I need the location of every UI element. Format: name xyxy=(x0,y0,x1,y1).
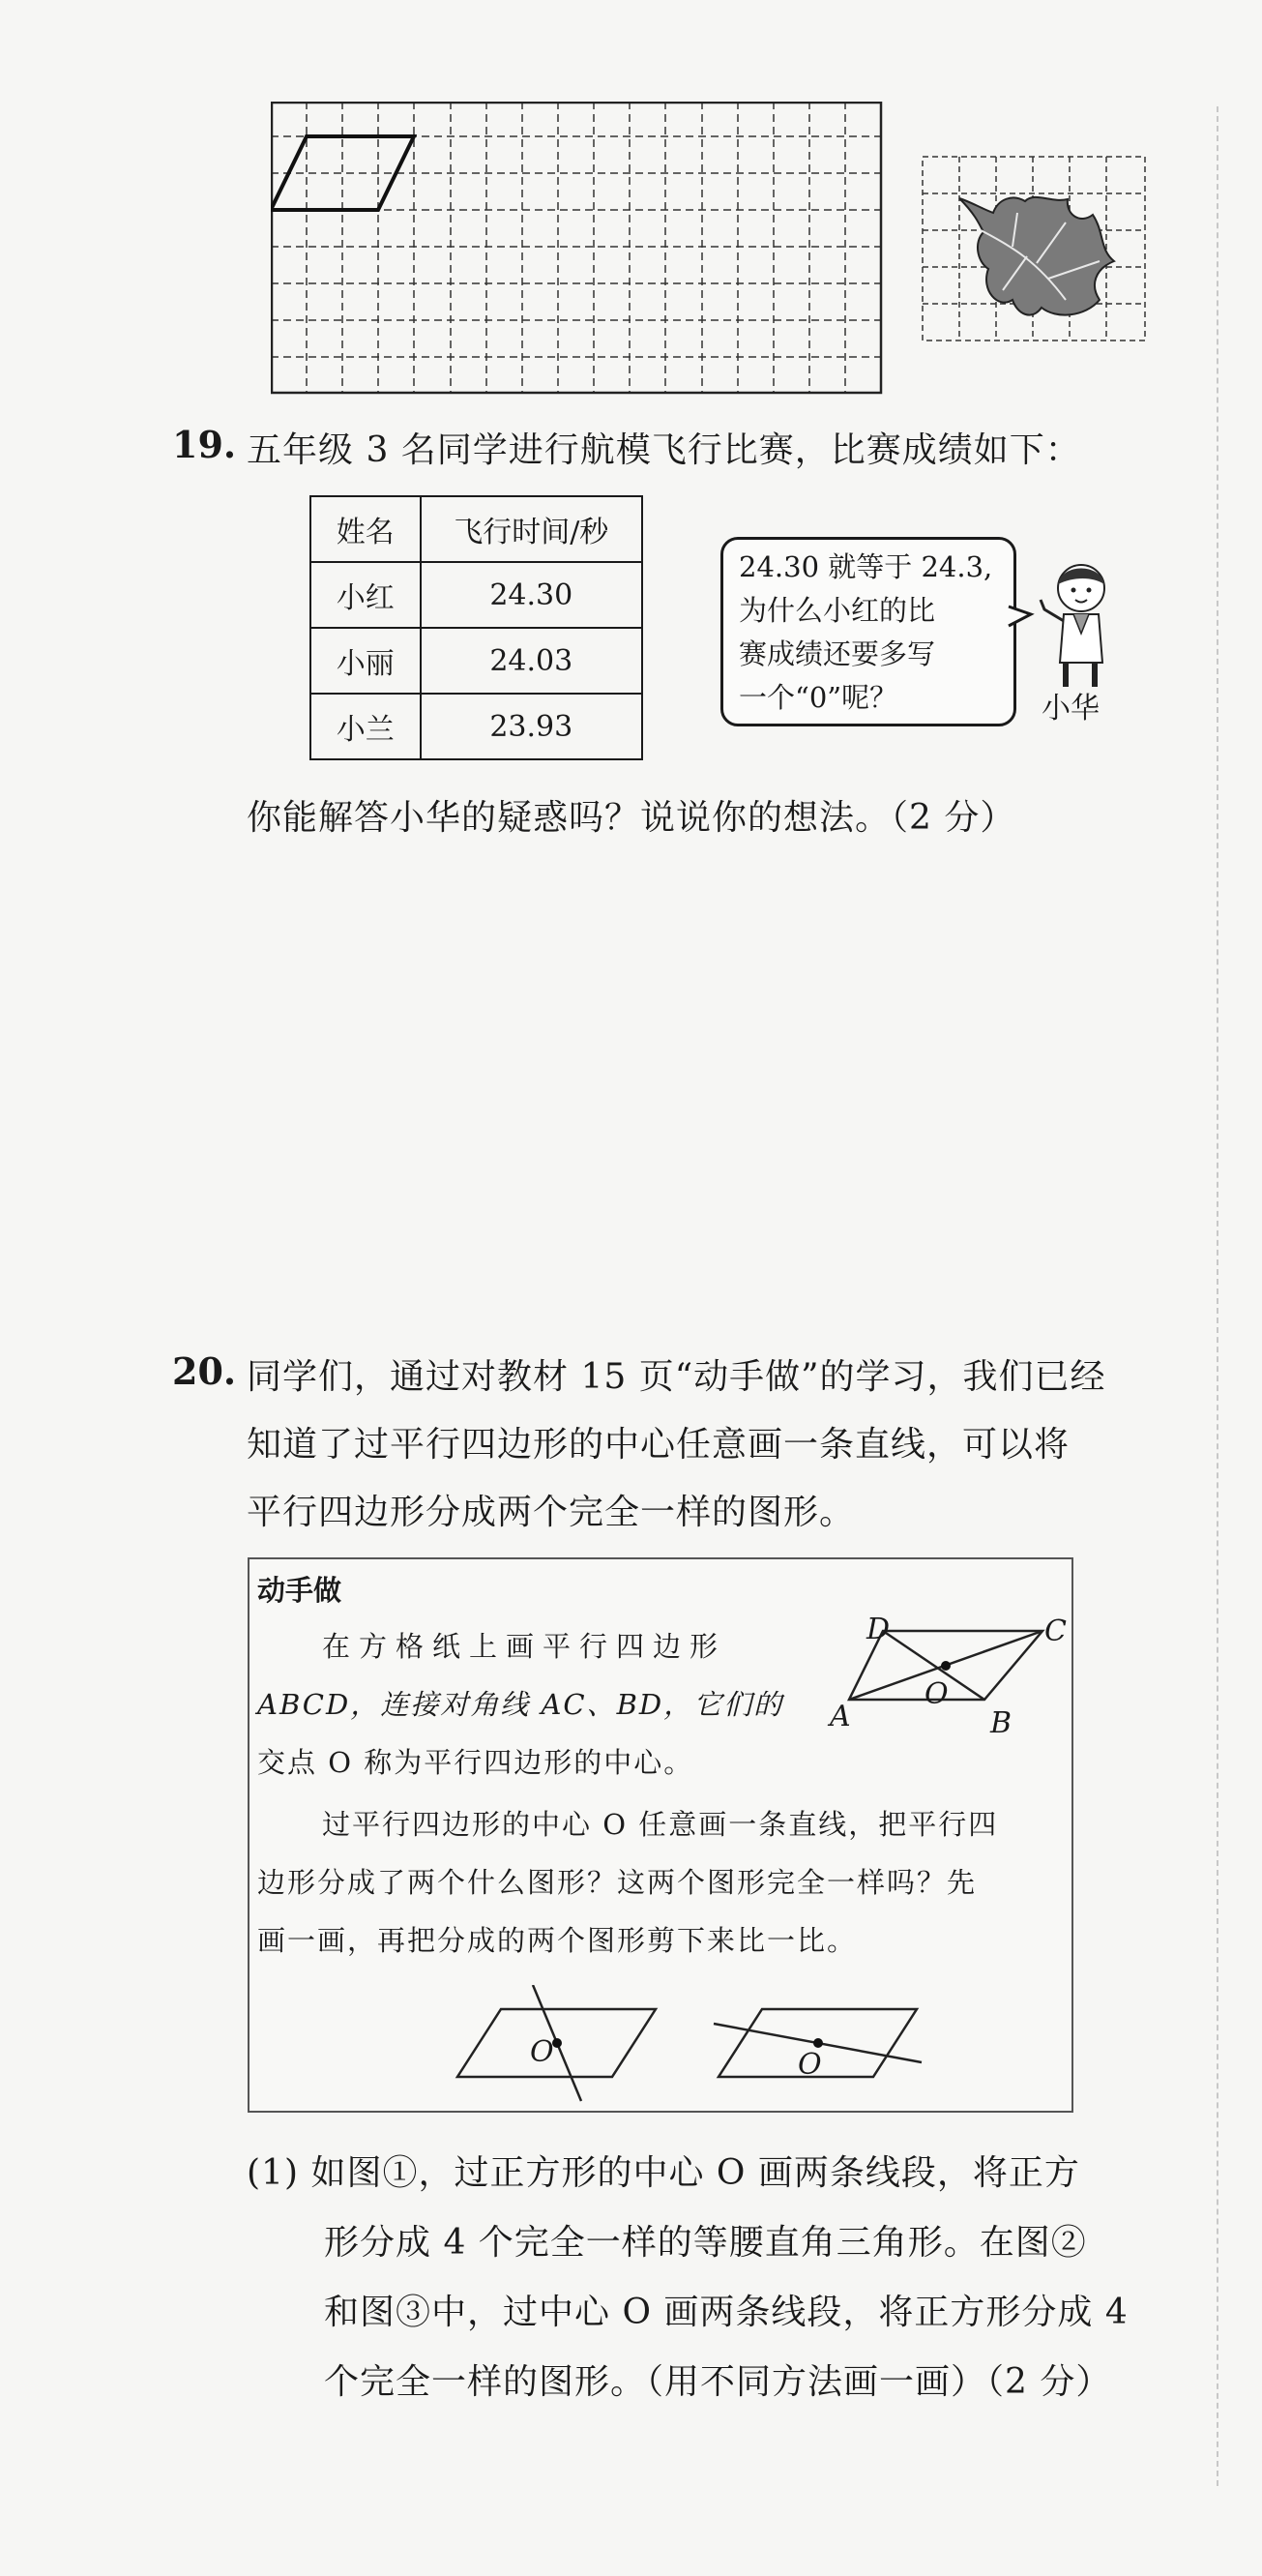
question-20-line: 平行四边形分成两个完全一样的图形。 xyxy=(247,1493,856,1532)
example-cut-diagrams xyxy=(424,1985,965,2106)
vertex-label-c: C xyxy=(1044,1614,1067,1648)
table-header-name: 姓名 xyxy=(310,496,421,562)
character-name-label: 小华 xyxy=(1042,692,1100,725)
question-19-text: 五年级 3 名同学进行航模飞行比赛，比赛成绩如下： xyxy=(247,430,1081,470)
boy-character-icon xyxy=(1035,561,1122,696)
center-label-o: O xyxy=(924,1677,949,1711)
vertex-label-b: B xyxy=(990,1706,1013,1740)
example1-center-label: O xyxy=(530,2035,554,2069)
grid-parallelogram-figure xyxy=(271,102,885,397)
box-p1-line: 交点 O 称为平行四边形的中心。 xyxy=(257,1746,694,1779)
example2-center-label: O xyxy=(798,2048,822,2082)
sub-question-1-line: 形分成 4 个完全一样的等腰直角三角形。在图② xyxy=(324,2223,1087,2263)
table-cell-name: 小丽 xyxy=(310,628,421,694)
bubble-tail xyxy=(1006,605,1035,634)
speech-bubble xyxy=(720,537,1016,726)
sub-question-1-line: (1) 如图①，过正方形的中心 O 画两条线段，将正方 xyxy=(247,2153,1080,2193)
bubble-line: 赛成绩还要多写 xyxy=(739,637,936,670)
question-20-line: 同学们，通过对教材 15 页“动手做”的学习，我们已经 xyxy=(247,1357,1106,1397)
question-19-number: 19. xyxy=(172,423,237,466)
box-p1-line: 在方格纸上画平行四边形 xyxy=(322,1630,727,1663)
vertex-label-a: A xyxy=(830,1700,851,1733)
bubble-line: 一个“0”呢？ xyxy=(739,681,898,714)
bubble-line: 为什么小红的比 xyxy=(739,594,936,627)
table-cell-time: 23.93 xyxy=(421,694,642,759)
question-20-line: 知道了过平行四边形的中心任意画一条直线，可以将 xyxy=(247,1425,1071,1465)
leaf-grid-figure xyxy=(921,155,1153,348)
box-p2-line: 画一画，再把分成的两个图形剪下来比一比。 xyxy=(257,1924,858,1957)
question-20-number: 20. xyxy=(172,1349,237,1393)
sub-question-1-line: 和图③中，过中心 O 画两条线段，将正方形分成 4 xyxy=(324,2293,1129,2332)
leaf-shape xyxy=(959,197,1114,315)
table-row xyxy=(310,694,642,759)
table-cell-name: 小兰 xyxy=(310,694,421,759)
parallelogram-shape xyxy=(271,136,414,210)
table-cell-time: 24.03 xyxy=(421,628,642,694)
table-row xyxy=(310,562,642,628)
table-header-row xyxy=(310,496,642,562)
vertex-label-d: D xyxy=(866,1613,891,1646)
page-margin-dashed-line xyxy=(1217,106,1218,2486)
table-cell-name: 小红 xyxy=(310,562,421,628)
question-19-prompt: 你能解答小华的疑惑吗？说说你的想法。（2 分） xyxy=(247,798,1016,838)
table-header-time: 飞行时间/秒 xyxy=(421,496,642,562)
bubble-line: 24.30 就等于 24.3, xyxy=(739,550,993,583)
box-p2-line: 边形分成了两个什么图形？这两个图形完全一样吗？先 xyxy=(257,1866,978,1899)
flight-score-table xyxy=(309,495,643,760)
table-cell-time: 24.30 xyxy=(421,562,642,628)
table-row xyxy=(310,628,642,694)
sub-question-1-line: 个完全一样的图形。（用不同方法画一画）（2 分） xyxy=(324,2362,1112,2402)
box-title: 动手做 xyxy=(257,1574,342,1607)
box-p1-line: ABCD，连接对角线 AC、BD，它们的 xyxy=(257,1688,784,1721)
hands-on-box xyxy=(248,1557,1073,2113)
box-p2-line: 过平行四边形的中心 O 任意画一条直线，把平行四 xyxy=(322,1808,999,1841)
